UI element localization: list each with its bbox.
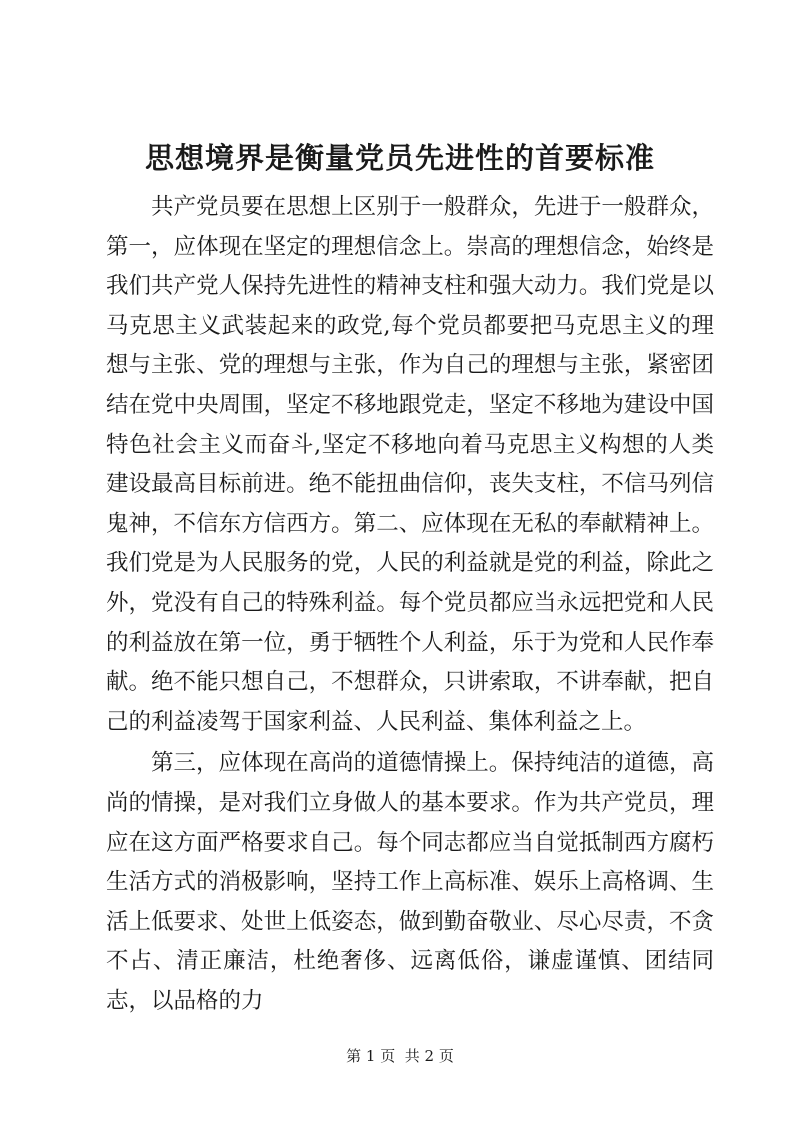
page-footer: 第 1 页 共 2 页: [346, 1047, 454, 1065]
paragraph-2: 第三，应体现在高尚的道德情操上。保持纯洁的道德，高尚的情操，是对我们立身做人的基本要求。作为共产党员，理应在这方面严格要求自己。每个同志都应当自觉抵制西方腐朽生活方式的消极影响，坚持工作上高标准、娱乐上高格调、生活上低要求、处世上低姿态，做到勤奋敬业、尽心尽责，不贪不占、清正廉洁，杜绝奢侈、远离低俗，谦虚谨慎、团结同志，以品格的力: [106, 750, 714, 1014]
document-body: [106, 188, 714, 1021]
document-title: 思想境界是衡量党员先进性的首要标准: [144, 141, 655, 175]
paragraph-1: 共产党员要在思想上区别于一般群众，先进于一般群众，第一，应体现在坚定的理想信念上。崇高的理想信念，始终是我们共产党人保持先进性的精神支柱和强大动力。我们党是以马克思主义武装起来的政党,每个党员都要把马克思主义的理想与主张、党的理想与主张，作为自己的理想与主张，紧密团结在党中央周围，坚定不移地跟党走，坚定不移地为建设中国特色社会主义而奋斗,坚定不移地向着马克思主义构想的人类建设最高目标前进。绝不能扭曲信仰，丧失支柱，不信马列信鬼神，不信东方信西方。第二、应体现在无私的奉献精神上。我们党是为人民服务的党，人民的利益就是党的利益，除此之外，党没有自己的特殊利益。每个党员都应当永远把党和人民的利益放在第一位，勇于牺牲个人利益，乐于为党和人民作奉献。绝不能只想自己，不想群众，只讲索取，不讲奉献，把自己的利益凌驾于国家利益、人民利益、集体利益之上。: [106, 194, 714, 735]
